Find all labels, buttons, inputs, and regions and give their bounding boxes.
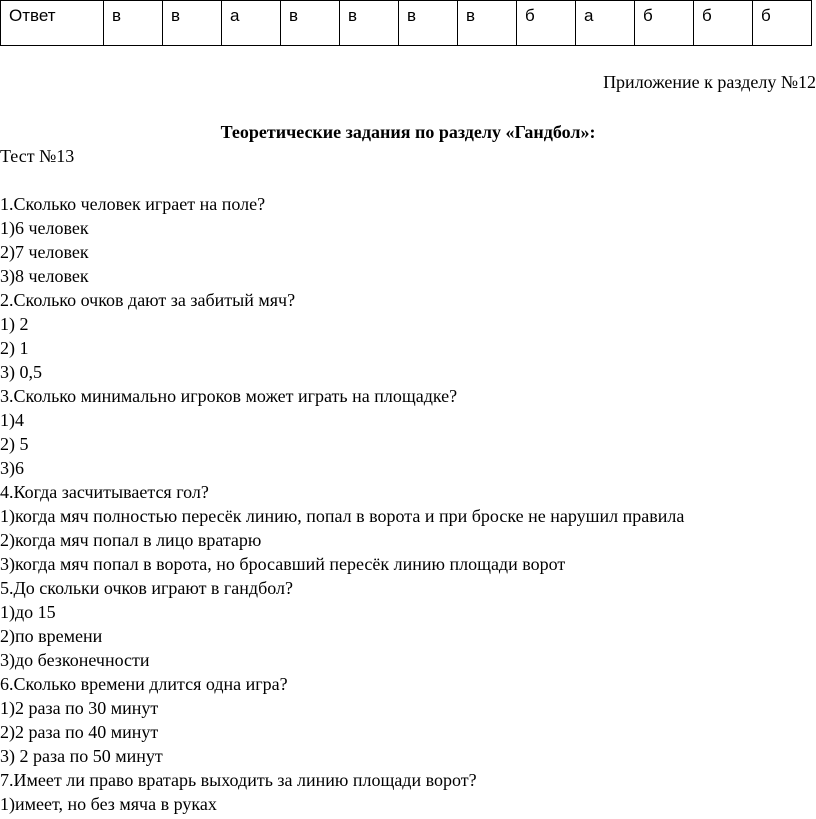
question-5-option-2: 2)по времени xyxy=(0,626,103,646)
answer-table xyxy=(0,0,812,46)
answer-cell-9: а xyxy=(576,1,635,46)
answer-cell-11: б xyxy=(694,1,753,46)
answer-cell-5: в xyxy=(340,1,399,46)
question-6-option-2: 2)2 раза по 40 минут xyxy=(0,722,159,742)
answer-cell-8: б xyxy=(517,1,576,46)
question-3-option-2: 2) 5 xyxy=(0,434,29,454)
question-2: 2.Сколько очков дают за забитый мяч? xyxy=(0,290,296,310)
question-7: 7.Имеет ли право вратарь выходить за линию площади ворот? xyxy=(0,770,477,790)
question-6-option-3: 3) 2 раза по 50 минут xyxy=(0,746,163,766)
question-3-option-3: 3)6 xyxy=(0,458,24,478)
question-4-option-1: 1)когда мяч полностью пересёк линию, попал в ворота и при броске не нарушил правила xyxy=(0,506,685,526)
answer-cell-7: в xyxy=(458,1,517,46)
question-4-option-3: 3)когда мяч попал в ворота, но бросавший пересёк линию площади ворот xyxy=(0,554,566,574)
question-list xyxy=(0,192,816,816)
question-2-option-2: 2) 1 xyxy=(0,338,29,358)
answer-row xyxy=(1,1,812,46)
question-5-option-1: 1)до 15 xyxy=(0,602,56,622)
question-6: 6.Сколько времени длится одна игра? xyxy=(0,674,288,694)
question-3: 3.Сколько минимально игроков может играть на площадке? xyxy=(0,386,458,406)
question-1: 1.Сколько человек играет на поле? xyxy=(0,194,266,214)
question-4: 4.Когда засчитывается гол? xyxy=(0,482,209,502)
question-6-option-1: 1)2 раза по 30 минут xyxy=(0,698,159,718)
question-1-option-2: 2)7 человек xyxy=(0,242,89,262)
question-5-option-3: 3)до безконечности xyxy=(0,650,150,670)
answer-header-cell: Ответ xyxy=(1,1,104,46)
answer-cell-10: б xyxy=(635,1,694,46)
question-1-option-1: 1)6 человек xyxy=(0,218,89,238)
answer-cell-2: в xyxy=(163,1,222,46)
question-4-option-2: 2)когда мяч попал в лицо вратарю xyxy=(0,530,262,550)
appendix-note: Приложение к разделу №12 xyxy=(603,72,816,92)
question-2-option-1: 1) 2 xyxy=(0,314,29,334)
section-title: Теоретические задания по разделу «Гандбол»: xyxy=(220,122,596,142)
test-title: Тест №13 xyxy=(0,146,75,166)
question-7-option-1: 1)имеет, но без мяча в руках xyxy=(0,794,217,814)
question-1-option-3: 3)8 человек xyxy=(0,266,89,286)
answer-cell-1: в xyxy=(104,1,163,46)
answer-cell-3: а xyxy=(222,1,281,46)
answer-cell-4: в xyxy=(281,1,340,46)
answer-cell-12: б xyxy=(753,1,812,46)
question-5: 5.До скольки очков играют в гандбол? xyxy=(0,578,293,598)
question-3-option-1: 1)4 xyxy=(0,410,24,430)
answer-cell-6: в xyxy=(399,1,458,46)
question-2-option-3: 3) 0,5 xyxy=(0,362,42,382)
